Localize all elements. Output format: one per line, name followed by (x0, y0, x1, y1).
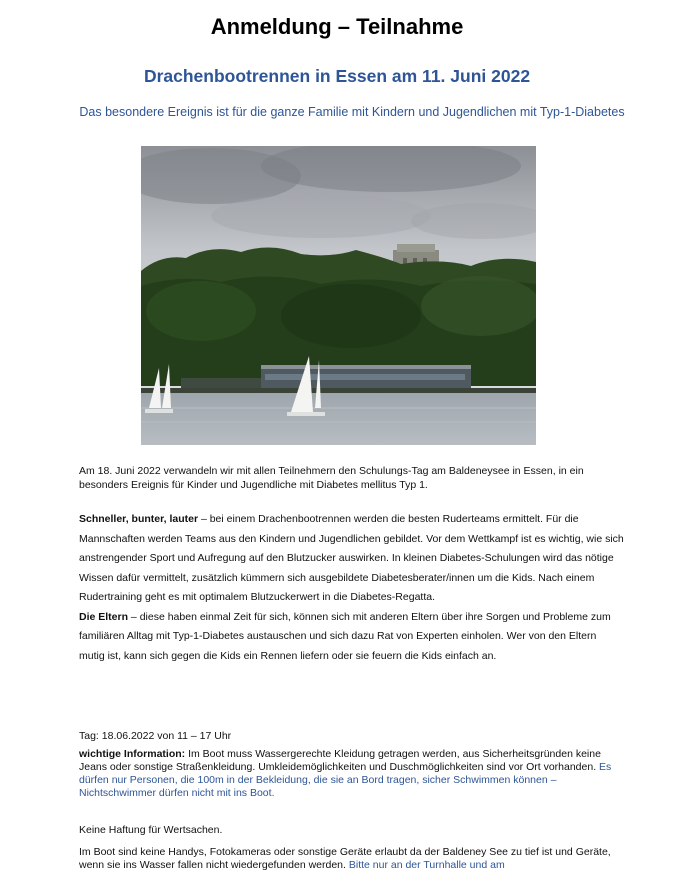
info-lead: wichtige Information: (79, 748, 186, 760)
event-tagline: Das besondere Ereignis ist für die ganze Familie mit Kindern und Jugendlichen mit Typ-1-Diabetes (79, 105, 625, 119)
parents-paragraph (79, 608, 624, 667)
event-subtitle: Drachenbootrennen in Essen am 11. Juni 2022 (143, 66, 531, 86)
kids-lead: Schneller, bunter, lauter (79, 513, 199, 525)
info-swim-requirement: Es dürfen nur Personen, die 100m in der Bekleidung, die sie an Bord tragen, sicher Schwimmen können – Nichtschwimmer dürfen nicht mit ins Boot. (79, 761, 612, 799)
info-text: Im Boot muss Wassergerechte Kleidung getragen werden, aus Sicherheitsgründen keine Jeans oder sonstige Straßenkleidung. Umkleidemöglichkeiten und Duschmöglichkeiten sind vor Ort vorhanden. (79, 748, 601, 773)
program-description (79, 510, 624, 666)
boat-rules (79, 846, 624, 872)
page-title: Anmeldung – Teilnahme (210, 14, 464, 39)
kids-paragraph (79, 510, 624, 608)
boat-storage-note: Bitte nur an der Turnhalle und am (345, 859, 505, 871)
parents-lead: Die Eltern (79, 610, 129, 623)
intro-paragraph: Am 18. Juni 2022 verwandeln wir mit allen Teilnehmern den Schulungs-Tag am Baldeneysee in Essen, in ein besonders Ereignis für Kinder und Jugendliche mit Diabetes mellitus Typ 1. (79, 465, 584, 491)
kids-text: – bei einem Drachenbootrennen werden die besten Ruderteams ermittelt. Für die Mannschaften werden Teams aus den Kindern und Jugendlichen gebildet. Vor dem Wettkampf ist es wichtig, wie sich anstrengender Sport und Aufregung auf den Blutzucker auswirken. In kleinen Diabetes-Schulungen wird das nötige Wissen dafür vermittelt, zusätzlich kümmern sich ausgebildete Diabetesberater/innen um die Kids. Nach einem Rudertraining geht es mit optimalem Blutzuckerwert in die Diabetes-Regatta. (79, 513, 624, 603)
lake-regatta-photo (141, 146, 536, 445)
parents-text: – diese haben einmal Zeit für sich, können sich mit anderen Eltern über ihre Sorgen und Probleme zum familiären Alltag mit Typ-1-Diabetes austauschen und sich dazu Rat von Experten einholen. Wer von den Eltern mutig ist, kann sich gegen die Kids ein Rennen liefern oder sie feuern die Kids einfach an. (79, 610, 611, 662)
event-date: Tag: 18.06.2022 von 11 – 17 Uhr (79, 730, 232, 742)
important-info (79, 748, 624, 800)
liability-note: Keine Haftung für Wertsachen. (79, 824, 223, 836)
boat-text: Im Boot sind keine Handys, Fotokameras oder sonstige Geräte erlaubt da der Baldeney See zu tief ist und Geräte, wenn sie ins Wasser fallen nicht wiedergefunden werden. (79, 846, 611, 871)
